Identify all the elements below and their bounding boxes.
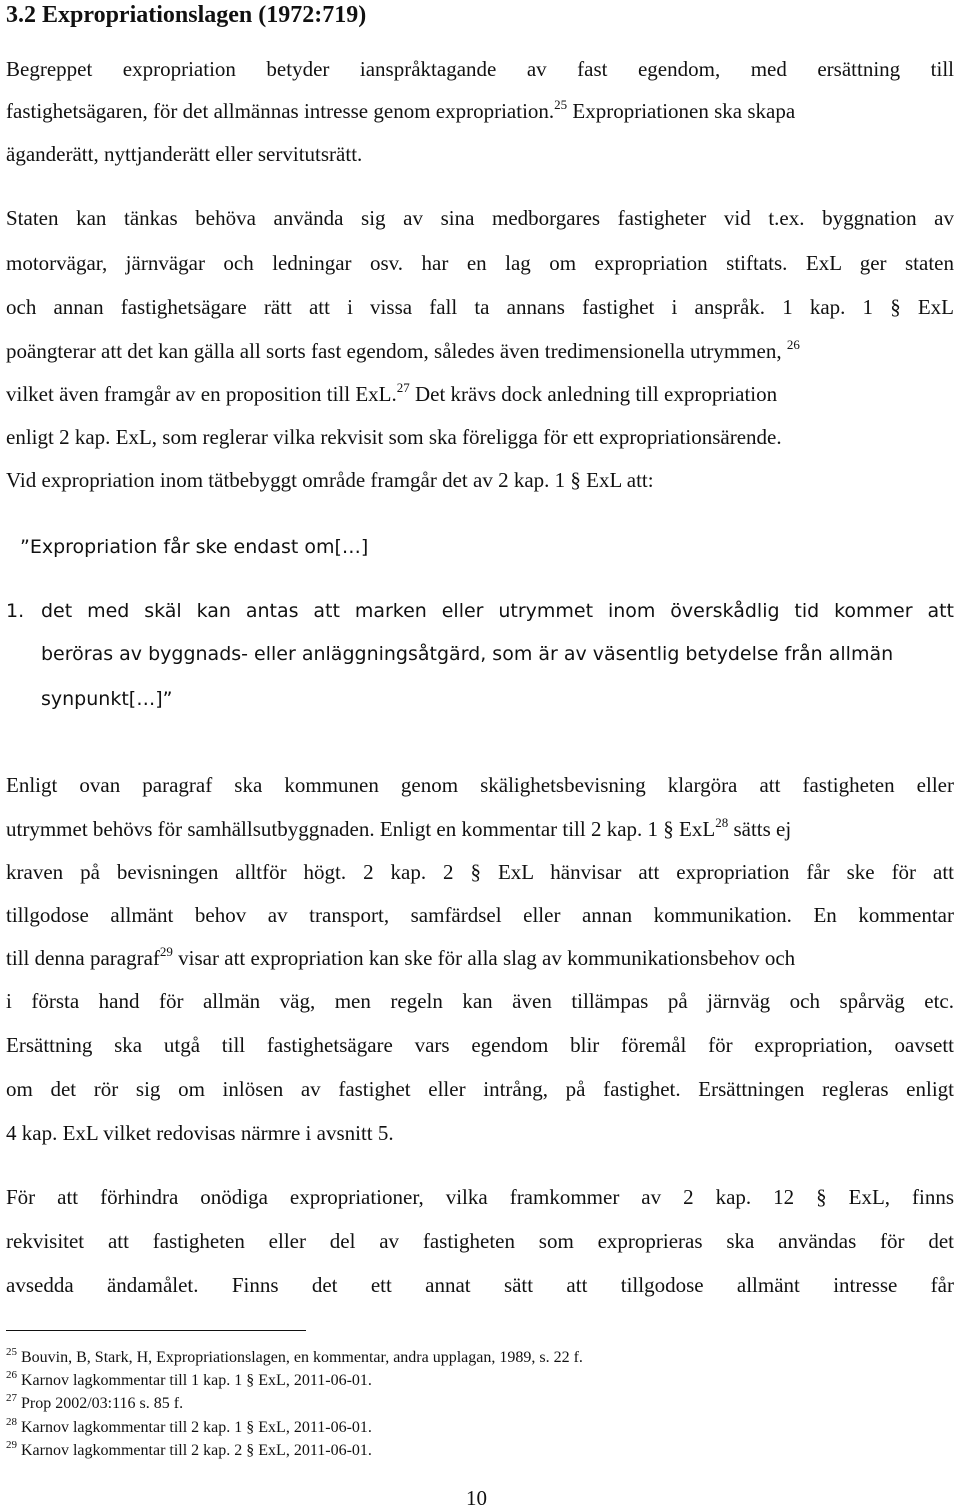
quote-line: det med skäl kan antas att marken eller utrymmet inom överskådlig tid kommer att	[41, 600, 954, 622]
line-text: till denna paragraf	[6, 946, 160, 970]
footnote-number: 26	[6, 1369, 17, 1381]
footnote-number: 25	[6, 1346, 17, 1358]
paragraph-line: kraven på bevisningen alltför högt. 2 kap. 2 § ExL hänvisar att expropriation får ske för att	[6, 860, 954, 884]
paragraph-line: rekvisitet att fastigheten eller del av fastigheten som exproprieras ska användas för det	[6, 1229, 954, 1253]
quote-list-number: 1.	[6, 600, 25, 622]
section-heading: 3.2 Expropriationslagen (1972:719)	[6, 2, 367, 28]
paragraph-line: i första hand för allmän väg, men regeln kan även tillämpas på järnväg och spårväg etc.	[6, 989, 954, 1013]
paragraph-line	[6, 816, 954, 842]
paragraph-line	[6, 98, 954, 124]
paragraph-line: om det rör sig om inlösen av fastighet eller intrång, på fastighet. Ersättningen regleras enligt	[6, 1077, 954, 1101]
paragraph-line: 4 kap. ExL vilket redovisas närmre i avsnitt 5.	[6, 1121, 394, 1145]
footnote	[6, 1441, 372, 1461]
footnote-ref[interactable]: 29	[159, 944, 173, 959]
paragraph-line: och annan fastighetsägare rätt att i vissa fall ta annans fastighet i anspråk. 1 kap. 1 § ExL	[6, 295, 954, 319]
line-text: Expropriationen ska skapa	[567, 99, 796, 123]
paragraph-line	[6, 338, 954, 364]
paragraph-line: Begreppet expropriation betyder ianspråktagande av fast egendom, med ersättning till	[6, 57, 954, 81]
footnote-ref[interactable]: 28	[715, 815, 729, 830]
paragraph-line: Ersättning ska utgå till fastighetsägare vars egendom blir föremål för expropriation, oavsett	[6, 1033, 954, 1057]
paragraph-line: För att förhindra onödiga expropriationer, vilka framkommer av 2 kap. 12 § ExL, finns	[6, 1185, 954, 1209]
footnote-ref[interactable]: 26	[786, 337, 800, 352]
page-number: 10	[466, 1486, 487, 1510]
footnote	[6, 1418, 372, 1438]
footnote-text: Bouvin, B, Stark, H, Expropriationslagen, en kommentar, andra upplagan, 1989, s. 22 f.	[21, 1349, 583, 1366]
paragraph-line: motorvägar, järnvägar och ledningar osv. har en lag om expropriation stiftats. ExL ger staten	[6, 251, 954, 275]
paragraph-line: äganderätt, nyttjanderätt eller servitutsrätt.	[6, 142, 363, 166]
paragraph-line	[6, 381, 954, 407]
quote-line: ”Expropriation får ske endast om[…]	[20, 536, 369, 558]
paragraph-line: avsedda ändamålet. Finns det ett annat sätt att tillgodose allmänt intresse får	[6, 1273, 954, 1297]
footnote	[6, 1348, 583, 1368]
footnote-number: 29	[6, 1439, 17, 1451]
line-text: utrymmet behövs för samhällsutbyggnaden. Enligt en kommentar till 2 kap. 1 § ExL	[6, 817, 716, 841]
quote-line: synpunkt[…]”	[41, 688, 173, 710]
paragraph-line: Enligt ovan paragraf ska kommunen genom skälighetsbevisning klargöra att fastigheten eller	[6, 773, 954, 797]
footnote-separator	[6, 1330, 306, 1331]
line-text: visar att expropriation kan ske för alla slag av kommunikationsbehov och	[172, 946, 796, 970]
footnote	[6, 1394, 183, 1414]
footnote-number: 27	[6, 1392, 17, 1404]
footnote-text: Karnov lagkommentar till 2 kap. 1 § ExL, 2011-06-01.	[21, 1419, 372, 1436]
quote-line: beröras av byggnads- eller anläggningsåtgärd, som är av väsentlig betydelse från allmän	[41, 643, 894, 665]
footnote	[6, 1371, 372, 1391]
footnote-text: Prop 2002/03:116 s. 85 f.	[21, 1395, 184, 1412]
footnote-ref[interactable]: 25	[554, 97, 568, 112]
footnote-number: 28	[6, 1416, 17, 1428]
footnote-text: Karnov lagkommentar till 1 kap. 1 § ExL, 2011-06-01.	[21, 1372, 372, 1389]
paragraph-line	[6, 945, 954, 971]
paragraph-line: enligt 2 kap. ExL, som reglerar vilka rekvisit som ska föreligga för ett expropriationsärende.	[6, 425, 782, 449]
paragraph-line: Vid expropriation inom tätbebyggt område framgår det av 2 kap. 1 § ExL att:	[6, 468, 654, 492]
paragraph-line: Staten kan tänkas behöva använda sig av sina medborgares fastigheter vid t.ex. byggnation av	[6, 206, 954, 230]
line-text: Det krävs dock anledning till expropriation	[409, 382, 778, 406]
line-text: sätts ej	[728, 817, 792, 841]
line-text: poängterar att det kan gälla all sorts fast egendom, således även tredimensionella utrymmen,	[6, 339, 782, 363]
line-text: vilket även framgår av en proposition till ExL.	[6, 382, 397, 406]
footnote-ref[interactable]: 27	[396, 380, 410, 395]
paragraph-line: tillgodose allmänt behov av transport, samfärdsel eller annan kommunikation. En kommentar	[6, 903, 954, 927]
footnote-text: Karnov lagkommentar till 2 kap. 2 § ExL, 2011-06-01.	[21, 1442, 372, 1459]
line-text: fastighetsägaren, för det allmännas intresse genom expropriation.	[6, 99, 555, 123]
